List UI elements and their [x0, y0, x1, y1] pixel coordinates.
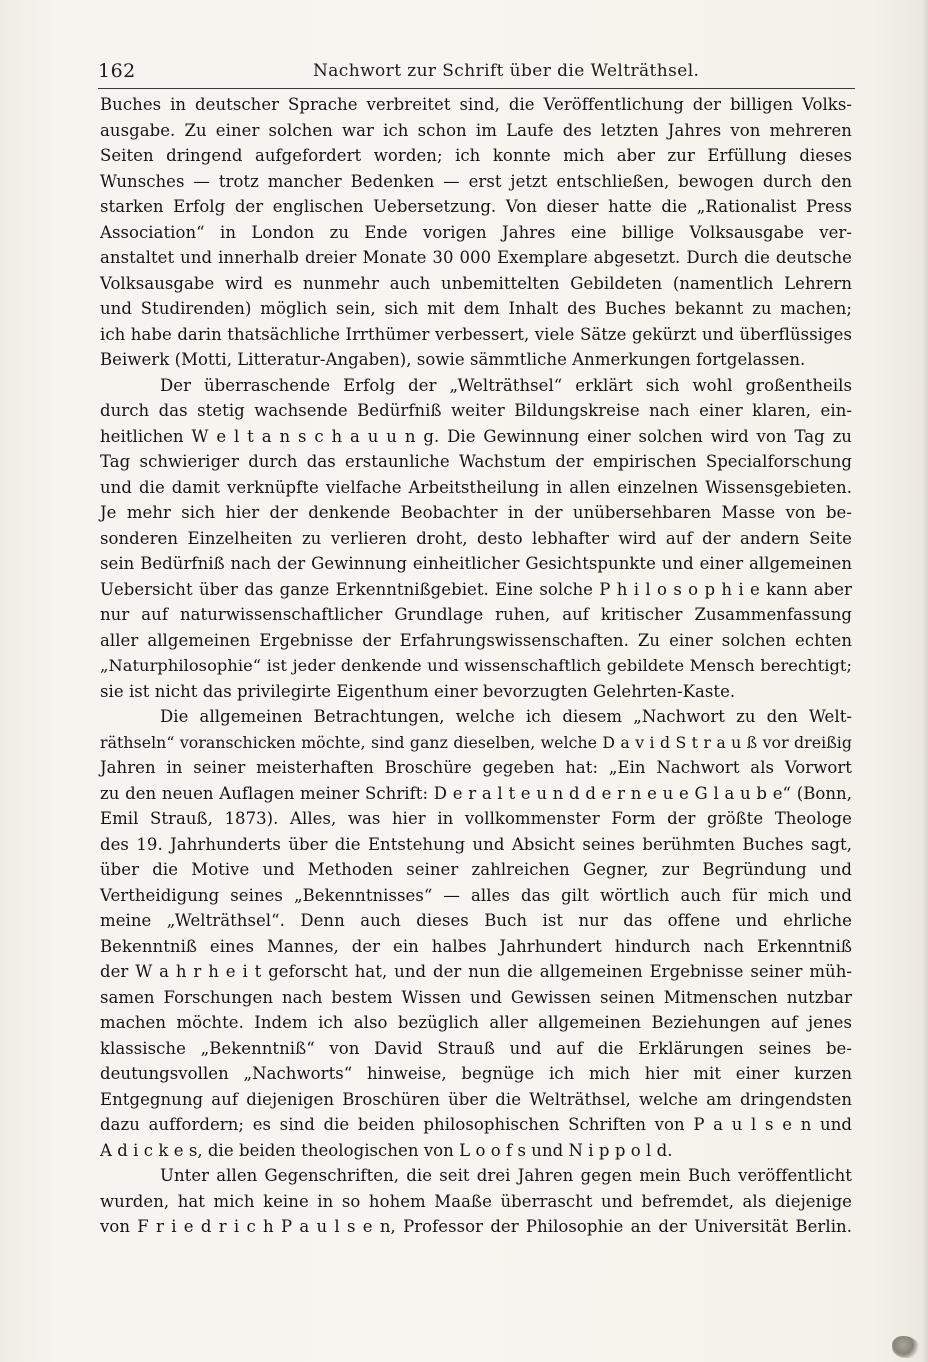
- text-line: Beiwerk (Motti, Litteratur-Angaben), sowie sämmtliche Anmerkungen fortgelassen.: [100, 350, 806, 369]
- text-line: Emil Strauß, 1873). Alles, was hier in vollkommenster Form der größte Theologe: [100, 809, 852, 828]
- text-line: „Naturphilosophie“ ist jeder denkende und wissenschaftlich gebildete Mensch berechtigt;: [100, 656, 852, 675]
- text-line: Vertheidigung seines „Bekenntnisses“ — alles das gilt wörtlich auch für mich und: [100, 885, 852, 905]
- text-line: aller allgemeinen Ergebnisse der Erfahrungswissenschaften. Zu einer solchen echten: [100, 630, 852, 650]
- text-line: dazu auffordern; es sind die beiden philosophischen Schriften von P a u l s e n und: [100, 1115, 852, 1134]
- text-line: Der überraschende Erfolg der „Welträthsel“ erklärt sich wohl großentheils: [160, 375, 852, 395]
- text-line: Uebersicht über das ganze Erkenntnißgebiet. Eine solche P h i l o s o p h i e kann aber: [100, 579, 852, 599]
- paragraph: [100, 373, 852, 705]
- text-line: Wunsches — trotz mancher Bedenken — erst jetzt entschließen, bewogen durch den: [100, 171, 852, 191]
- page-number: 162: [98, 60, 136, 82]
- text-line: durch das stetig wachsende Bedürfniß weiter Bildungskreise nach einer klaren, ein-: [100, 401, 852, 420]
- text-line: starken Erfolg der englischen Uebersetzung. Von dieser hatte die „Rationalist Press: [100, 197, 852, 216]
- paragraph: [100, 704, 852, 1163]
- text-line: deutungsvollen „Nachworts“ hinweise, begnüge ich mich hier mit einer kurzen: [100, 1064, 852, 1083]
- text-line: A d i c k e s, die beiden theologischen von L o o f s und N i p p o l d.: [100, 1140, 673, 1160]
- text-line: und Studirenden) möglich sein, sich mit dem Inhalt des Buches bekannt zu machen;: [100, 299, 852, 318]
- text-line: Seiten dringend aufgefordert worden; ich konnte mich aber zur Erfüllung dieses: [100, 146, 852, 165]
- text-line: sonderen Einzelheiten zu verlieren droht, desto lebhafter wird auf der andern Seite: [100, 528, 852, 548]
- text-line: Je mehr sich hier der denkende Beobachter in der unübersehbaren Masse von be-: [100, 503, 852, 522]
- text-line: räthseln“ voranschicken möchte, sind ganz dieselben, welche D a v i d S t r a u ß vor dreißig: [100, 732, 852, 752]
- text-line: ich habe darin thatsächliche Irrthümer verbessert, viele Sätze gekürzt und überflüssiges: [100, 324, 852, 344]
- text-line: machen möchte. Indem ich also bezüglich aller allgemeinen Beziehungen auf jenes: [100, 1013, 852, 1032]
- text-line: von F r i e d r i c h P a u l s e n, Professor der Philosophie an der Universität Berlin.: [100, 1217, 852, 1236]
- paragraph: [100, 92, 852, 373]
- running-head: Nachwort zur Schrift über die Welträthsel.: [313, 61, 700, 81]
- page-header: [98, 60, 858, 88]
- text-line: des 19. Jahrhunderts über die Entstehung und Absicht seines berühmten Buches sagt,: [100, 834, 852, 854]
- text-line: sein Bedürfniß nach der Gewinnung einheitlicher Gesichtspunkte und einer allgemeinen: [100, 554, 852, 573]
- text-line: Unter allen Gegenschriften, die seit drei Jahren gegen mein Buch veröffentlicht: [160, 1166, 852, 1185]
- text-line: und die damit verknüpfte vielfache Arbeitstheilung in allen einzelnen Wissensgebieten.: [100, 477, 852, 497]
- text-line: anstaltet und innerhalb dreier Monate 30 000 Exemplare abgesetzt. Durch die deutsche: [100, 248, 852, 267]
- text-line: samen Forschungen nach bestem Wissen und Gewissen seinen Mitmenschen nutzbar: [100, 987, 852, 1007]
- text-line: Volksausgabe wird es nunmehr auch unbemittelten Gebildeten (namentlich Lehrern: [100, 273, 852, 293]
- text-line: klassische „Bekenntniß“ von David Strauß und auf die Erklärungen seines be-: [100, 1038, 852, 1058]
- text-line: heitlichen W e l t a n s c h a u u n g. Die Gewinnung einer solchen wird von Tag zu: [100, 426, 852, 446]
- text-line: der W a h r h e i t geforscht hat, und der nun die allgemeinen Ergebnisse seiner müh-: [100, 962, 852, 981]
- paragraph: [100, 1163, 852, 1240]
- text-line: wurden, hat mich keine in so hohem Maaße überrascht und befremdet, als diejenige: [100, 1191, 852, 1211]
- text-line: nur auf naturwissenschaftlicher Grundlage ruhen, auf kritischer Zusammenfassung: [100, 605, 852, 624]
- text-line: ausgabe. Zu einer solchen war ich schon im Laufe des letzten Jahres von mehreren: [100, 120, 852, 140]
- text-line: Die allgemeinen Betrachtungen, welche ich diesem „Nachwort zu den Welt-: [160, 707, 852, 726]
- page-edge-shade: [922, 0, 928, 1362]
- text-line: sie ist nicht das privilegirte Eigenthum einer bevorzugten Gelehrten-Kaste.: [100, 681, 736, 701]
- text-line: Bekenntniß eines Mannes, der ein halbes Jahrhundert hindurch nach Erkenntniß: [100, 936, 852, 956]
- text-line: Jahren in seiner meisterhaften Broschüre gegeben hat: „Ein Nachwort als Vorwort: [100, 758, 852, 777]
- text-line: meine „Welträthsel“. Denn auch dieses Buch ist nur das offene und ehrliche: [100, 911, 852, 930]
- text-line: Tag schwieriger durch das erstaunliche Wachstum der empirischen Specialforschung: [100, 452, 852, 471]
- body-text: [100, 92, 852, 1240]
- text-line: über die Motive und Methoden seiner zahlreichen Gegner, zur Begründung und: [100, 860, 852, 879]
- header-rule: [98, 88, 855, 89]
- text-line: Association“ in London zu Ende vorigen Jahres eine billige Volksausgabe ver-: [100, 222, 852, 242]
- text-line: zu den neuen Auflagen meiner Schrift: D e r a l t e u n d d e r n e u e G l a u b e“ (Bonn,: [100, 783, 852, 803]
- page-corner-stain: [892, 1336, 920, 1358]
- text-line: Buches in deutscher Sprache verbreitet sind, die Veröffentlichung der billigen Volks-: [100, 95, 852, 114]
- text-line: Entgegnung auf diejenigen Broschüren über die Welträthsel, welche am dringendsten: [100, 1089, 852, 1109]
